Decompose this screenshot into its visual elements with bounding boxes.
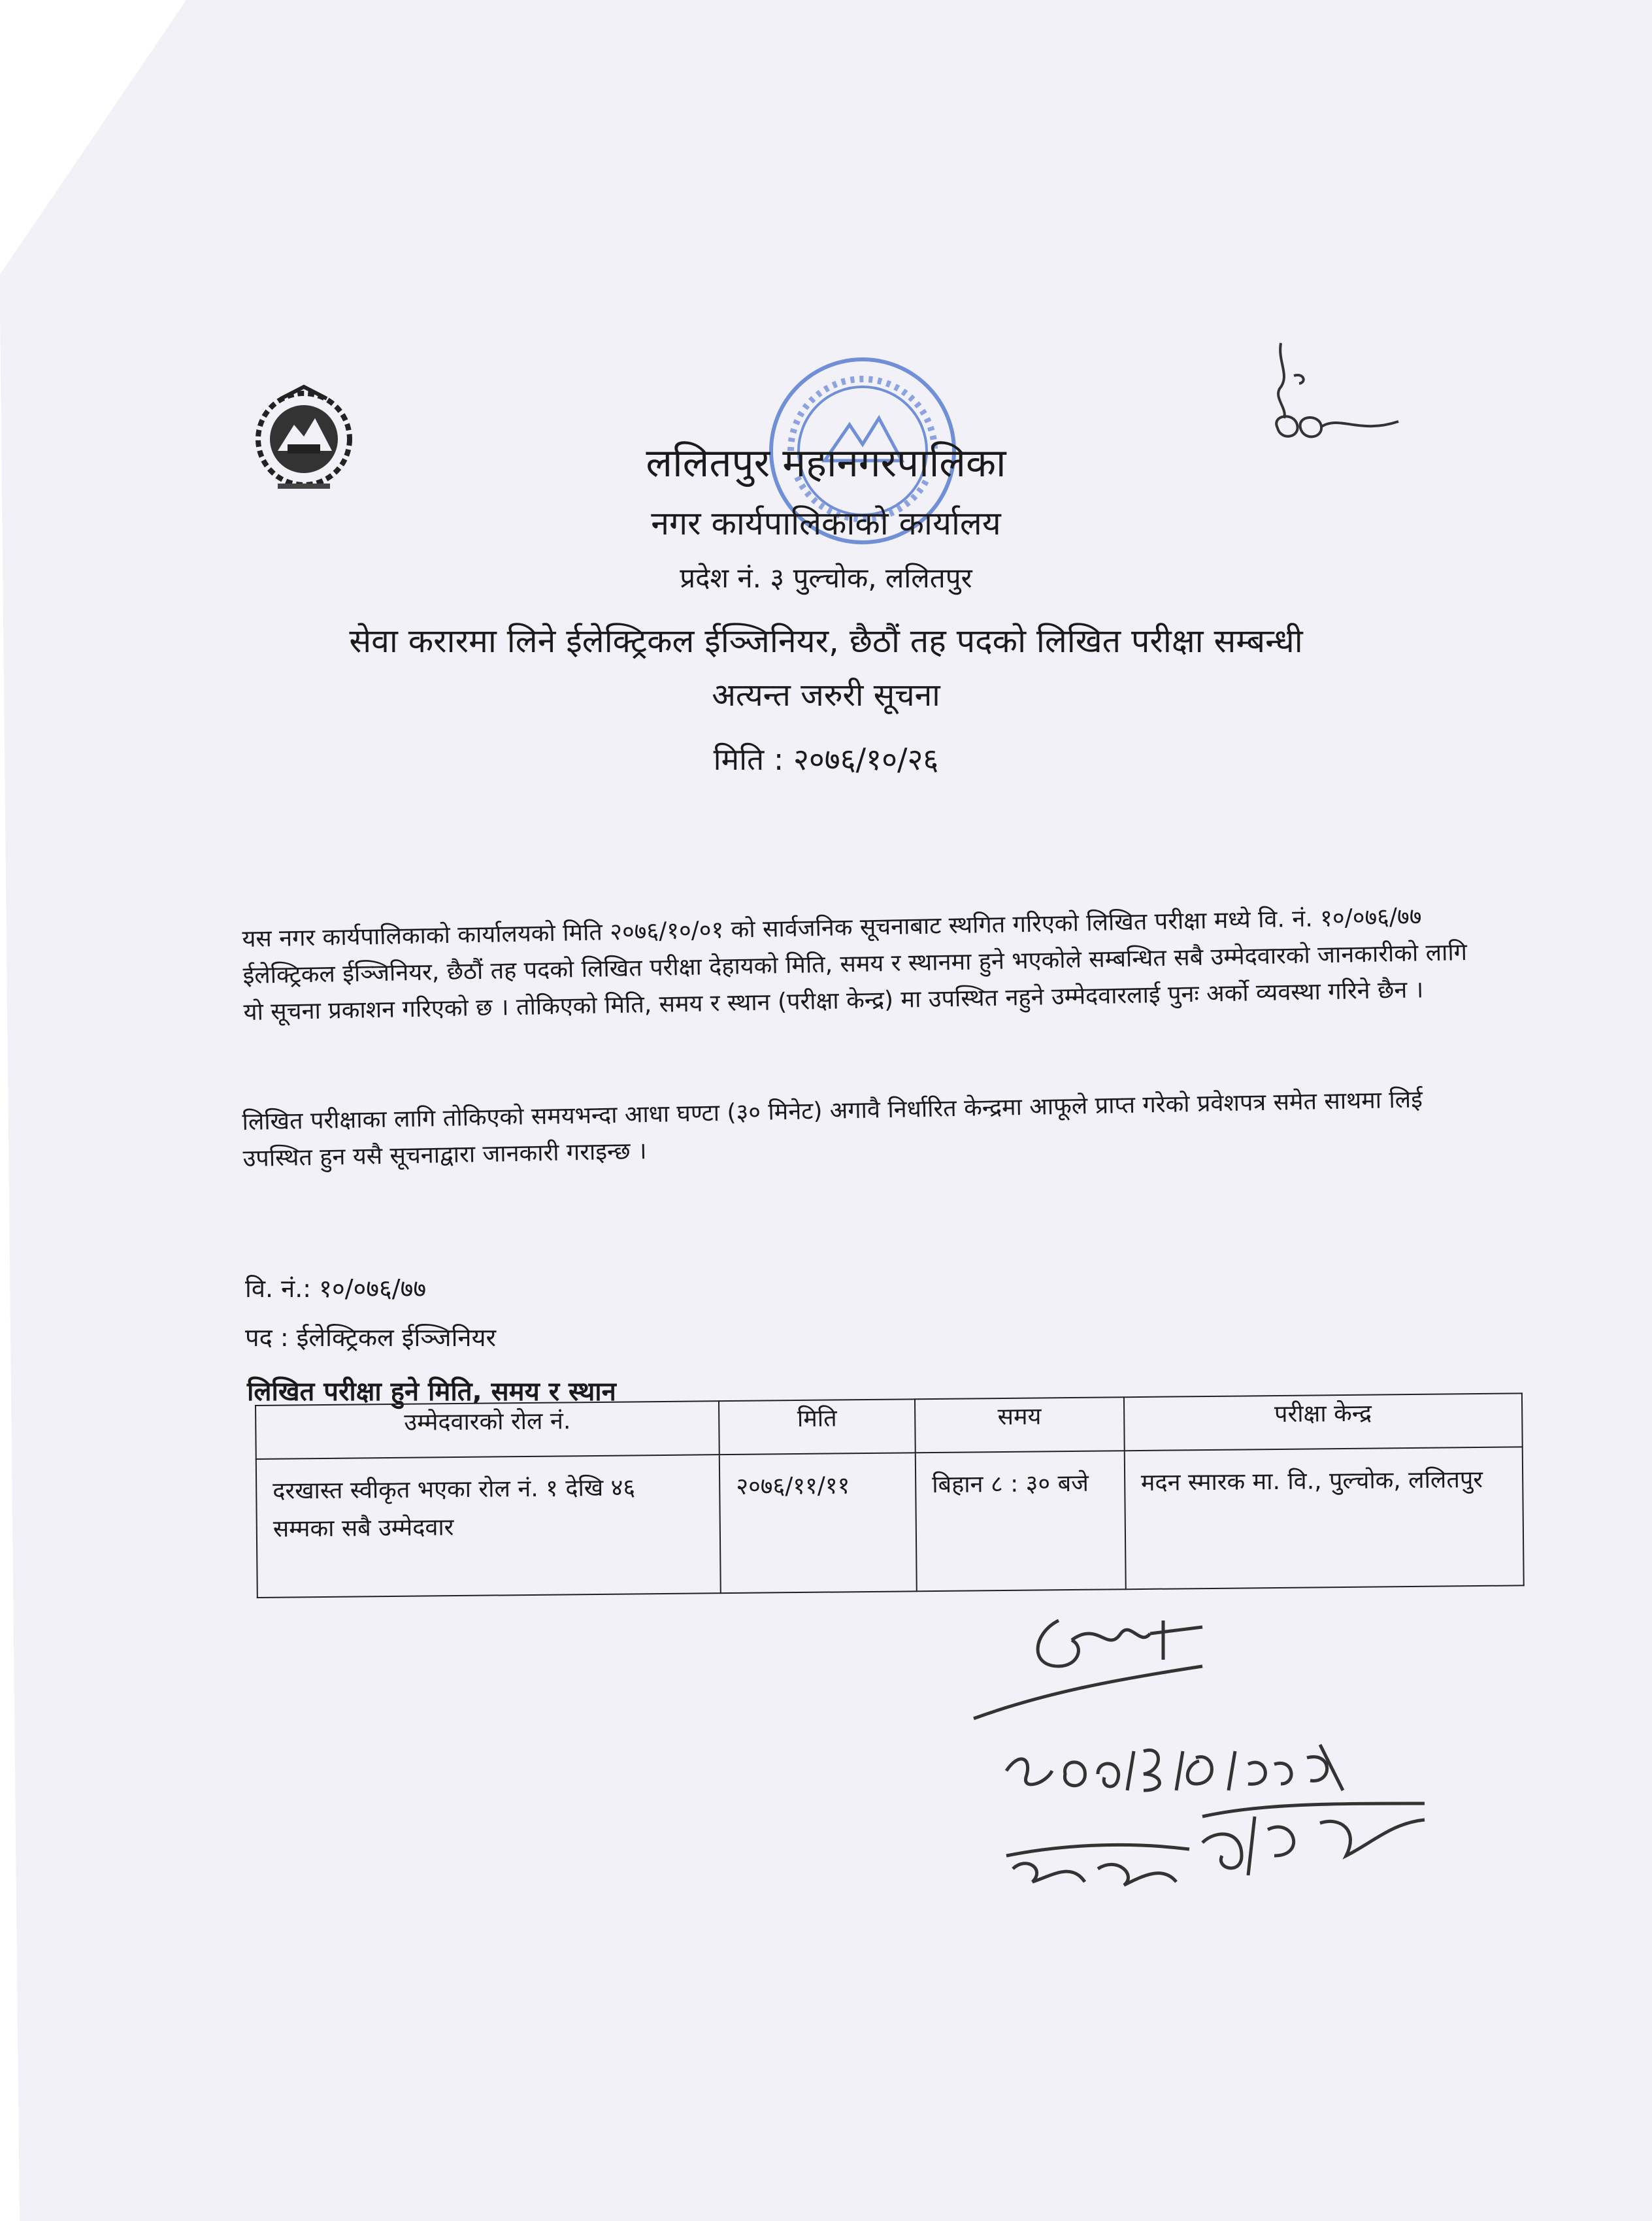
handwritten-signature-icon <box>967 1594 1464 1934</box>
header-time: समय <box>915 1397 1124 1453</box>
office-address: प्रदेश नं. ३ पुल्चोक, ललितपुर <box>680 562 972 594</box>
notice-date: मिति : २०७६/१०/२६ <box>713 742 939 777</box>
header-exam-center: परीक्षा केन्द्र <box>1124 1393 1523 1451</box>
cell-roll-range: दरखास्त स्वीकृत भएका रोल नं. १ देखि ४६ सम्मका सबै उम्मेदवार <box>256 1455 721 1598</box>
post-name: पद : ईलेक्ट्रिकल ईञ्जिनियर <box>245 1323 497 1352</box>
table-row <box>256 1447 1524 1598</box>
notice-title: अत्यन्त जरुरी सूचना <box>712 677 940 714</box>
body-paragraph-1: यस नगर कार्यपालिकाको कार्यालयको मिति २०७६/१०/०१ को सार्वजनिक सूचनाबाट स्थगित गरिएको लिखित परीक्षा मध्ये वि. नं. १०/०७६/७७ ईलेक्ट्रिकल ईञ्जिनियर, छैठौं तह पदको लिखित परीक्षा देहायको मिति, समय र स्थानमा हुने भएकोले सम्बन्धित सबै उम्मेदवारको जानकारीको लागि यो सूचना प्रकाशन गरिएको छ । तोकिएको मिति, समय र स्थान (परीक्षा केन्द्र) मा उपस्थित नहुने उम्मेदवारलाई पुनः अर्को व्यवस्था गरिने छैन । <box>242 903 1468 1026</box>
exam-schedule-table <box>255 1392 1525 1598</box>
cell-exam-date: २०७६/११/११ <box>719 1453 917 1593</box>
org-name: ललितपुर महानगरपालिका <box>646 440 1006 486</box>
exam-schedule-title: लिखित परीक्षा हुने मिति, समय र स्थान <box>247 1377 616 1407</box>
notice-subject: सेवा करारमा लिने ईलेक्ट्रिकल ईञ्जिनियर, छैठौं तह पदको लिखित परीक्षा सम्बन्धी <box>349 622 1303 660</box>
header-roll-number: उम्मेदवारको रोल नं. <box>256 1401 719 1459</box>
cell-exam-venue: मदन स्मारक मा. वि., पुल्चोक, ललितपुर <box>1124 1447 1523 1589</box>
office-name: नगर कार्यपालिकाको कार्यालय <box>651 504 1001 542</box>
advertisement-number: वि. नं.: १०/०७६/७७ <box>245 1274 427 1303</box>
exam-schedule-table-wrapper <box>255 1392 1525 1598</box>
body-paragraph-2: लिखित परीक्षाका लागि तोकिएको समयभन्दा आधा घण्टा (३० मिनेट) अगावै निर्धारित केन्द्रमा आफूले प्राप्त गरेको प्रवेशपत्र समेत साथमा लिई उपस्थित हुन यसै सूचनाद्वारा जानकारी गराइन्छ । <box>242 1086 1423 1172</box>
cell-exam-time: बिहान ८ : ३० बजे <box>916 1451 1126 1591</box>
header-date: मिति <box>719 1399 916 1455</box>
